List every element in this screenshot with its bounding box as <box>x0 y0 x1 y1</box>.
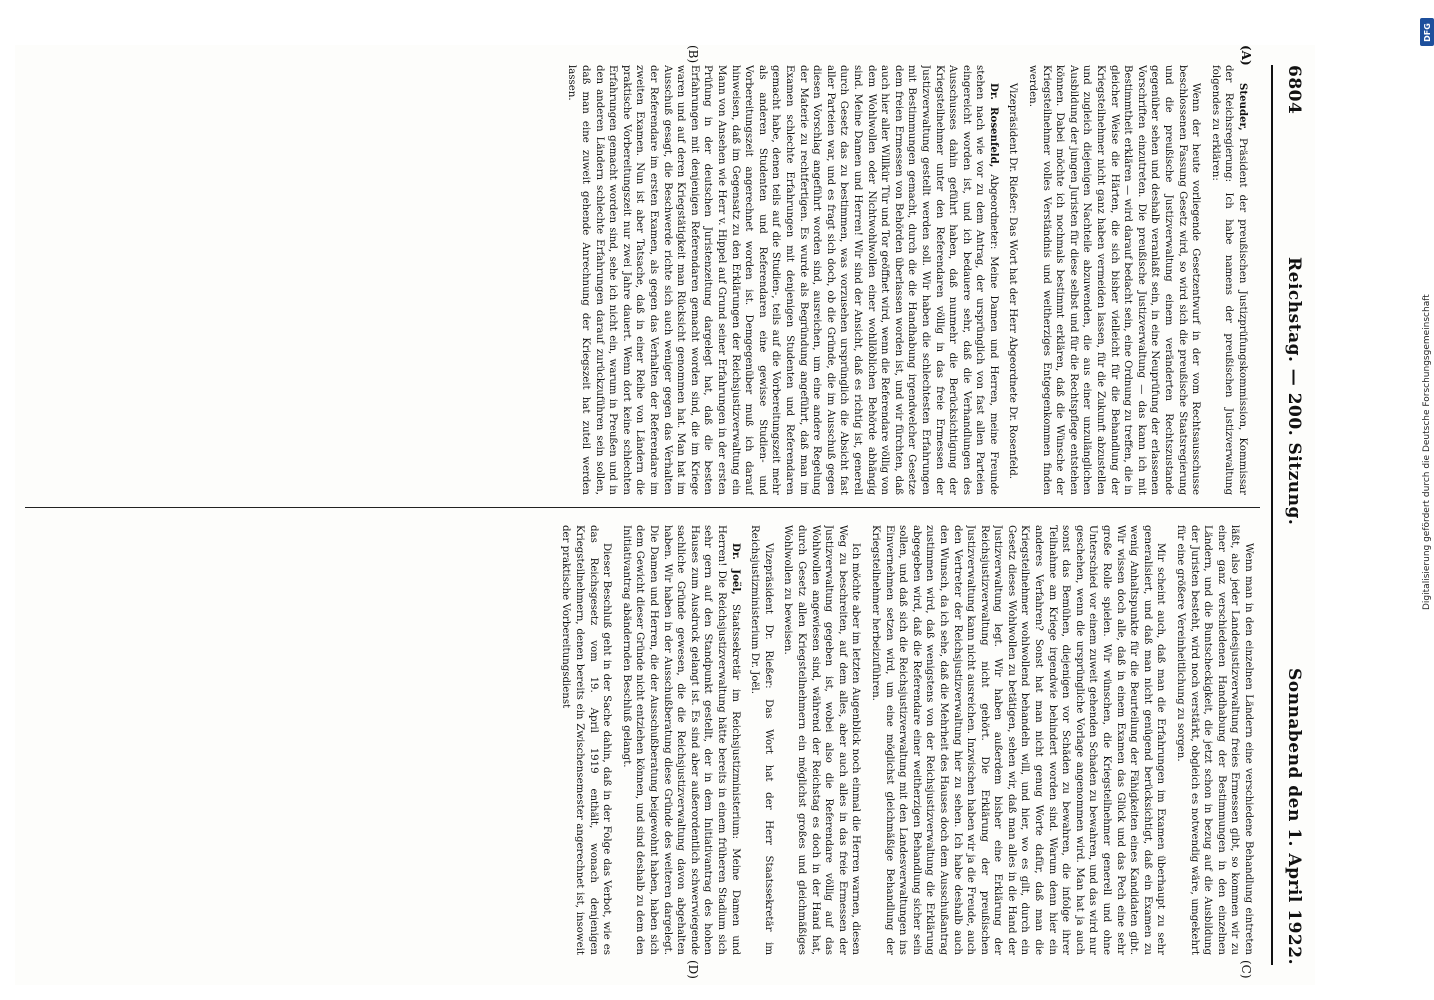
speaker-name: Dr. Rosenfeld, <box>987 83 1000 168</box>
paragraph: Vizepräsident Dr. Rießer: Das Wort hat der Herr Abgeordnete Dr. Rosenfeld. <box>1007 83 1019 480</box>
paragraph <box>565 65 1000 495</box>
paragraph: Vizepräsident Dr. Rießer: Das Wort hat der Herr Staatssekretär im Reichsjustizministerium Dr. Joël. <box>749 525 774 955</box>
rotated-document-page <box>15 45 1315 985</box>
right-text-column <box>25 525 1255 955</box>
paragraph: Ich möchte aber im letzten Augenblick noch einmal die Herren warnen, diesen Weg zu beschreiten, auf dem alles, aber auch alles in das freie Ermessen der Justizverwaltung gegeben ist, wobei also die Referendare völlig auf das Wohlwollen angewiesen sind, während der Reichstag es doch in der Hand hat, durch Gesetz allen Kriegsteilnehmern ein möglichst großes und gleichmäßiges Wohlwollen zu beweisen. <box>782 525 862 955</box>
paragraph <box>1208 65 1249 495</box>
paragraph: Mir scheint auch, daß man die Erfahrungen im Examen überhaupt zu sehr generalisiert, und daß man nicht genügend berücksichtigt, daß ein Examen zu wenig Anhaltspunkte für die Beurteilung der Fähigkeiten eines Kandidaten gibt. Wir wissen doch alle, daß in einem Examen das Glück und das Pech eine sehr große Rolle spielen. Wir wünschen, die Kriegsteilnehmer generell und ohne Unterschied vor einem zuweit gehenden Schaden zu bewahren, und das wird nur geschehen, wenn die ursprüngliche Vorlage angenommen wird. Man hat ja auch sonst das Bemühen, diejenigen vor Schäden zu bewahren, die infolge ihrer Teilnahme am Kriege irgendwie behindert worden sind. Warum denn hier ein anderes Verfahren? Sonst hat man nicht genug Worte dafür, daß man die Kriegsteilnehmer wohlwollend behandeln will, und hier, wo es gilt, durch ein Gesetz dieses Wohlwollen zu betätigen, sehen wir, daß man alles in die Hand der Justizverwaltung legt. Wir haben außerdem bisher eine Erklärung der Reichsjustizverwaltung nicht gehört. Die Erklärung der preußischen Justizverwaltung kann nicht ausreichen. Inzwischen haben wir ja die Freude, auch den Vertreter der Reichsjustizverwaltung hier zu sehen. Ich habe deshalb auch den Wunsch, da ich sehe, daß die Mehrheit des Hauses doch dem Ausschußantrag zustimmen wird, daß wenigstens von der Reichsjustizverwaltung die Erklärung abgegeben wird, daß die Referendare einer weitherzigen Behandlung sicher sein sollen, und daß sich die Reichsjustizverwaltung mit den Landesverwaltungen ins Einvernehmen setzen wird, um eine möglichst gleichmäßige Behandlung der Kriegsteilnehmer herbeizuführen. <box>869 525 1167 955</box>
margin-marker-a: (A) <box>1239 45 1253 66</box>
session-title: Reichstag. — 200. Sitzung. <box>1284 257 1304 526</box>
page-header <box>1271 65 1315 965</box>
paragraph-text: Abgeordneter: Meine Damen und Herren, meine Freunde stehen nach wie vor zu dem Antrag, der ursprünglich von fast allen Parteien eingereicht worden ist, und ich bedauere sehr, daß die Verhandlungen des Ausschusses dahin geführt haben, daß nunmehr die Berücksichtigung der Kriegsteilnehmer unter den Referendaren völlig in das freie Ermessen der Justizverwaltung gestellt werden soll. Wir haben die schlechtesten Erfahrungen mit Bestimmungen gemacht, durch die die Handhabung irgendwelcher Gesetze dem freien Ermessen von Behörden überlassen worden ist, und wir fürchten, daß auch hier aller Willkür Tür und Tor geöffnet wird, wenn die Referendare völlig von dem Wohlwollen oder Nichtwohlwollen einer wohllöblichen Behörde abhängig sind. Meine Damen und Herren! Wir sind der Ansicht, daß es richtig ist, generell durch Gesetz das zu bestimmen, was vorzusehen ursprünglich die Absicht fast aller Parteien war, und es fragt sich doch, ob die Gründe, die im Ausschuß gegen diesen Vorschlag angeführt worden sind, ausreichen, um eine andere Regelung der Materie zu rechtfertigen. Es wurde als Begründung angeführt, daß man im Examen schlechte Erfahrungen mit denjenigen Studenten und Referendaren gemacht habe, denen teils auf die Studien-, teils auf die Vorbereitungszeit mehr als anderen Studenten und Referendaren eine gewisse Studien- und Vorbereitungszeit angerechnet worden ist. Demgegenüber muß ich darauf hinweisen, daß im Gegensatz zu den Erklärungen der Reichsjustizverwaltung ein Mann von Ansehen wie Herr v. Hippel auf Grund seiner Erfahrungen in der ersten Prüfung in der deutschen Juristenzeitung dargelegt hat, daß die besten Erfahrungen mit denjenigen Referendaren gemacht worden sind, die im Kriege waren und auf deren Kriegstätigkeit man Rücksicht genommen hat. Man hat im Ausschuß gesagt, die Beschwerde richte sich auch weniger gegen das Verhalten der Referendare im ersten Examen, als gegen das Verhalten der Referendare im zweiten Examen. Nun ist aber Tatsache, daß in einer Reihe von Ländern die praktische Vorbereitungszeit nur zwei Jahre dauert. Wenn dort keine schlechten Erfahrungen gemacht worden sind, sehe ich nicht ein, warum in Preußen und in den anderen Ländern schlechte Erfahrungen darauf zurückzuführen sein sollen, daß man eine zuweit gehende Anrechnung der Kriegszeit hat zuteil werden lassen. <box>566 65 999 495</box>
paragraph-text: Staatssekretär im Reichsjustizministerium: Meine Damen und Herren! Die Reichsjustizverwaltung hätte bereits in einem früheren Stadium sich sehr gern auf den Standpunkt gestellt, der in dem Initiativantrag des hohen Hauses zum Ausdruck gelangt ist. Es sind aber außerordentlich schwerwiegende sachliche Gründe gewesen, die die Reichsjustizverwaltung davon abgehalten haben. Wir haben in der Ausschußberatung diese Gründe des weiteren dargelegt. Die Damen und Herren, die der Ausschußberatung beigewohnt haben, haben sich dem Gewicht dieser Gründe nicht entziehen können, und sind deshalb zu dem den Initiativantrag abändernden Beschluß gelangt. <box>620 525 741 955</box>
paragraph: Dieser Beschluß geht in der Sache dahin, daß in der Folge das Verbot, wie es das Reichsgesetz vom 19. April 1919 enthält, wonach denjenigen Kriegsteilnehmern, denen bereits ein Zwischensemester angerechnet ist, insoweit der praktische Vorbereitungsdienst <box>560 525 613 955</box>
margin-marker-b: (B) <box>686 45 700 64</box>
funding-credit: Digitalisierung gefördert durch die Deutsche Forschungsgemeinschaft <box>1422 294 1432 610</box>
speaker-name: Dr. Joël, <box>729 543 742 595</box>
left-text-column <box>25 65 1255 495</box>
paragraph: Wenn der heute vorliegende Gesetzentwurf in der vom Rechtsausschusse beschlossenen Fassung Gesetz wird, so wird sich die preußische Staatsregierung und die preußische Justizverwaltung einem veränderten Rechtszustande gegenüber sehen und deshalb veranlaßt sein, in eine Neuprüfung der erlassenen Vorschriften einzutreten. Die preußische Justizverwaltung — das kann ich mit Bestimmtheit erklären — wird darauf bedacht sein, eine Ordnung zu treffen, die in gleicher Weise die Härten, die sich bisher vielleicht für die Behandlung der Kriegsteilnehmer nicht ganz haben vermeiden lassen, für die Zukunft abzustellen und zugleich diejenigen Nachteile abzuwenden, die aus einer unzulänglichen Ausbildung der jungen Juristen für diese selbst und für die Rechtspflege entstehen können. Dabei möchte ich nochmals bestimmt erklären, daß die Wünsche der Kriegsteilnehmer volles Verständnis und weitherziges Entgegenkommen finden werden. <box>1027 65 1202 495</box>
margin-marker-d: (D) <box>686 960 700 979</box>
dfg-logo-text: DFG <box>1422 22 1432 42</box>
speaker-name: Steuder, <box>1237 83 1249 131</box>
column-divider <box>25 507 1260 508</box>
dfg-logo <box>1420 18 1434 46</box>
page-number: 6804 <box>1284 65 1304 115</box>
digitization-sidebar <box>1418 10 1434 990</box>
paragraph-text: Präsident der preußischen Justizprüfungskommission, Kommissar der Reichsregierung: Ich habe namens der preußischen Justizverwaltung folgendes zu erklären: <box>1209 65 1248 495</box>
session-date: Sonnabend den 1. April 1922. <box>1284 668 1304 965</box>
paragraph <box>619 525 741 955</box>
paragraph: Wenn man in den einzelnen Ländern eine verschiedene Behandlung eintreten läßt, also jeder Landesjustizverwaltung freies Ermessen gibt, so kommen wir zu einer ganz verschiedenen Handhabung der Bestimmungen in den einzelnen Ländern, und die Buntscheckigkeit, die jetzt schon in bezug auf die Ausbildung der Juristen besteht, wird noch verstärkt, obgleich es notwendig wäre, umgekehrt für eine größere Vereinheitlichung zu sorgen. <box>1175 525 1254 955</box>
margin-marker-c: (C) <box>1239 960 1253 979</box>
